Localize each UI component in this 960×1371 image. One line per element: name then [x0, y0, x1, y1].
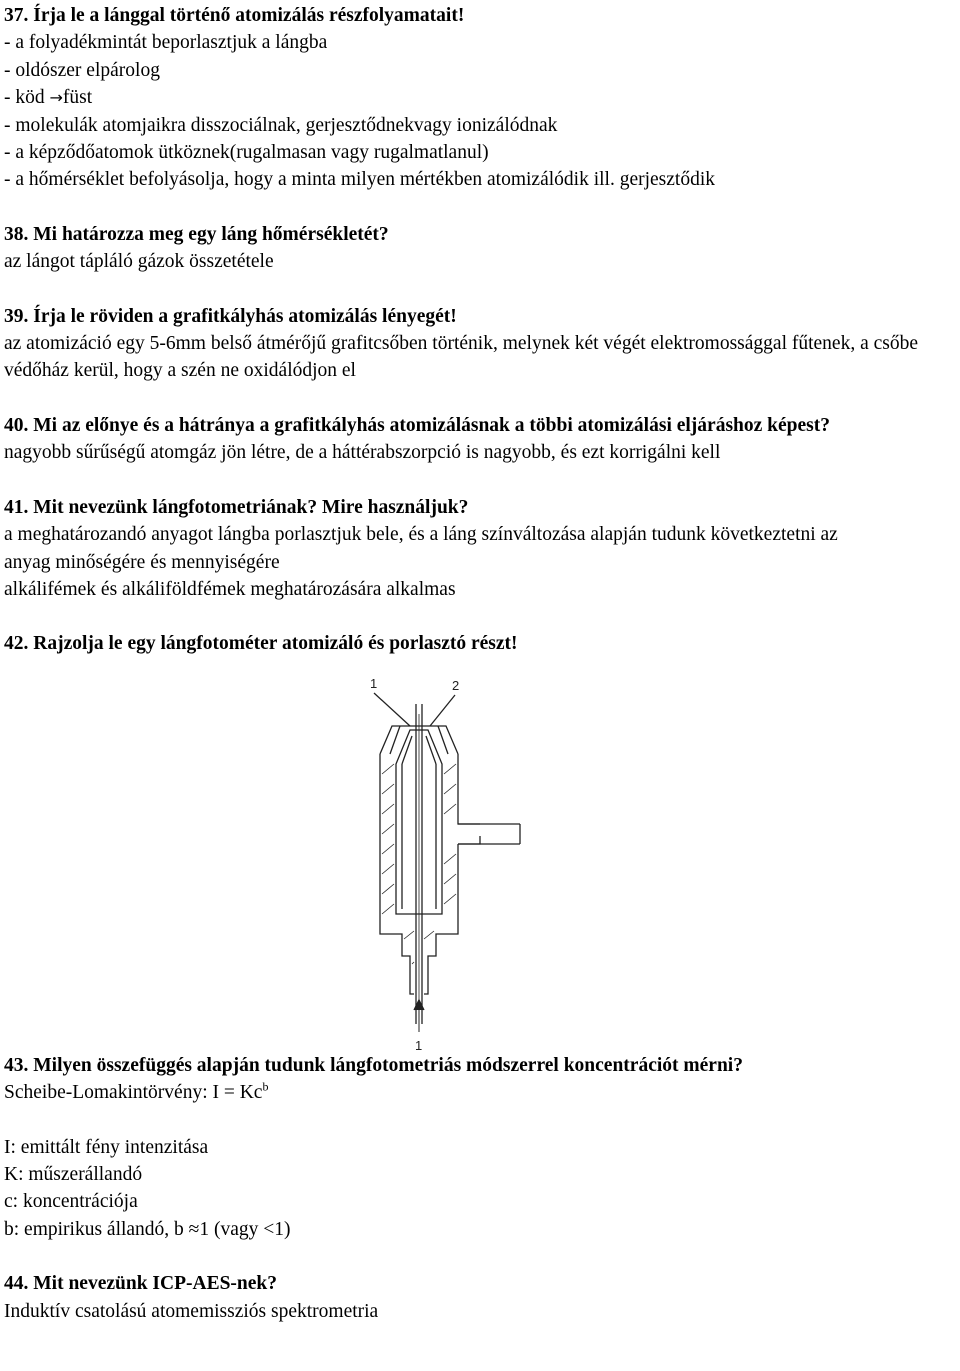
question-37-title: 37. Írja le a lánggal történő atomizálás részfolyamatait!	[4, 5, 465, 26]
q37-line-6: - a hőmérséklet befolyásolja, hogy a minta milyen mértékben atomizálódik ill. gerjesztődik	[4, 169, 715, 191]
q37-line-1: - a folyadékmintát beporlasztjuk a lángba	[4, 32, 328, 54]
q37-line-2: - oldószer elpárolog	[4, 59, 160, 81]
q37-line-3-end: füst	[62, 87, 93, 109]
question-42-title: 42. Rajzolja le egy lángfotométer atomizáló és porlasztó részt!	[4, 633, 518, 655]
question-41-title: 41. Mit nevezünk lángfotometriának? Mire használjuk?	[4, 496, 469, 518]
question-44	[4, 1270, 958, 1325]
question-40	[4, 412, 958, 467]
label-1-bottom: 1	[415, 1037, 423, 1052]
question-40-answer: nagyobb sűrűségű atomgáz jön létre, de a háttérabszorpció is nagyobb, és ezt korrigálni kell	[4, 442, 721, 464]
question-37	[4, 2, 958, 194]
formula-text: Scheibe-Lomakintörvény: I = Kc	[4, 1082, 263, 1104]
document-page	[4, 2, 958, 1325]
question-38-title: 38. Mi határozza meg egy láng hőmérsékletét?	[4, 223, 389, 245]
question-43	[4, 1052, 958, 1243]
question-43-title: 43. Milyen összefüggés alapján tudunk lángfotometriás módszerrel koncentrációt mérni?	[4, 1054, 743, 1076]
atomizer-drawing	[340, 664, 540, 1052]
question-40-title: 40. Mi az előnye és a hátránya a grafitkályhás atomizálásnak a többi atomizálási eljáráshoz képest?	[4, 414, 830, 436]
q43-def-3: c: koncentrációja	[4, 1191, 138, 1213]
q43-def-2: K: műszerállandó	[4, 1163, 143, 1185]
q37-line-3-start: - köd	[4, 87, 45, 109]
question-44-answer: Induktív csatolású atomemissziós spektrometria	[4, 1300, 379, 1322]
label-2: 2	[452, 677, 460, 693]
question-41-answer-2: alkálifémek és alkáliföldfémek meghatározására alkalmas	[4, 578, 456, 600]
atomizer-nebulizer-figure	[4, 664, 958, 1052]
right-arrow-icon: →	[49, 88, 63, 108]
question-43-formula	[4, 1079, 958, 1106]
question-38	[4, 221, 958, 276]
q37-line-4: - molekulák atomjaikra disszociálnak, gerjesztődnekvagy ionizálódnak	[4, 114, 558, 136]
question-39-title: 39. Írja le röviden a grafitkályhás atomizálás lényegét!	[4, 305, 457, 327]
q43-def-4: b: empirikus állandó, b ≈1 (vagy <1)	[4, 1218, 291, 1240]
q43-def-1: I: emittált fény intenzitása	[4, 1136, 209, 1158]
formula-exponent: b	[262, 1079, 269, 1094]
q37-line-5: - a képződőatomok ütköznek(rugalmasan vagy rugalmatlanul)	[4, 142, 489, 164]
question-41	[4, 494, 958, 604]
q37-line-3	[4, 84, 958, 111]
question-39	[4, 303, 958, 385]
question-39-answer: az atomizáció egy 5-6mm belső átmérőjű grafitcsőben történik, melynek két végét elektromossággal fűtenek, a csőbe védőház kerül, hogy a szén ne oxidálódjon el	[4, 333, 919, 382]
question-41-answer: a meghatározandó anyagot lángba porlasztjuk bele, és a láng színváltozása alapján tudunk következtetni az anyag minőségére és mennyiségére	[4, 524, 838, 573]
label-1-top: 1	[370, 675, 378, 691]
question-42	[4, 630, 958, 1051]
question-38-answer: az lángot tápláló gázok összetétele	[4, 251, 274, 273]
question-44-title: 44. Mit nevezünk ICP-AES-nek?	[4, 1273, 278, 1295]
